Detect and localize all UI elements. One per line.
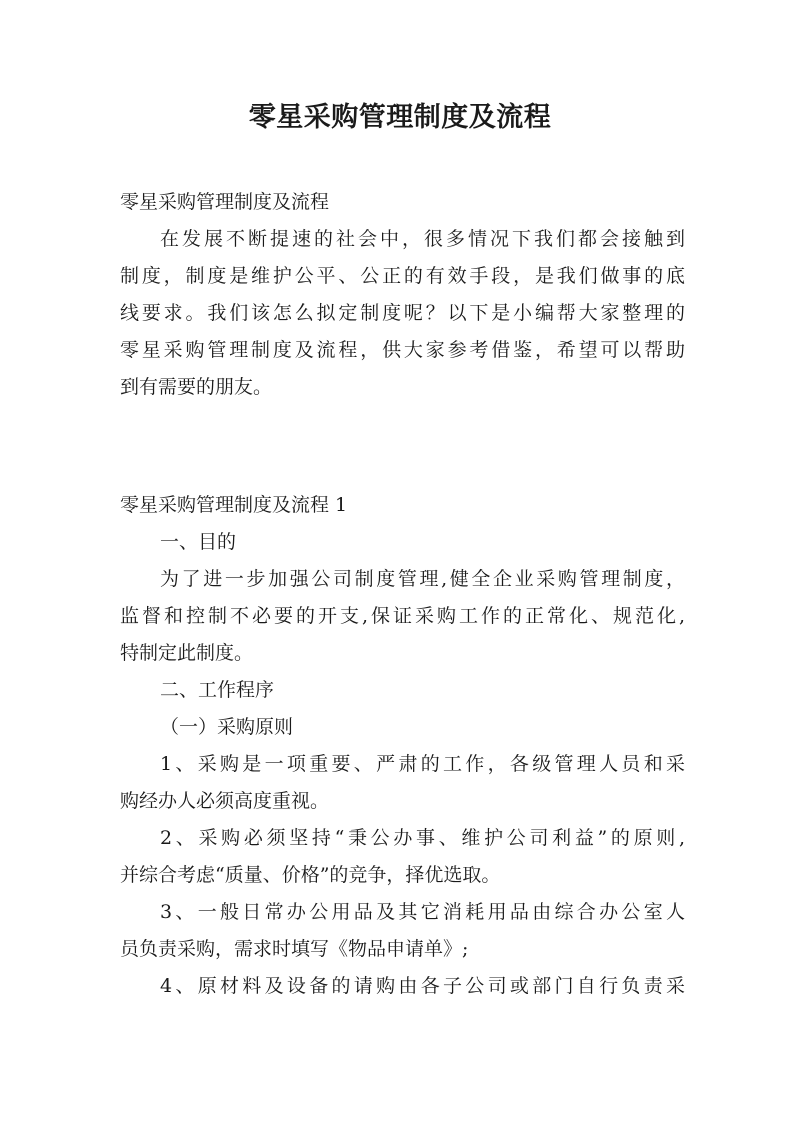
document-title: 零星采购管理制度及流程 bbox=[248, 102, 552, 133]
document-body bbox=[120, 184, 685, 1005]
purpose-line: 为了进一步加强公司制度管理,健全企业采购管理制度， bbox=[160, 568, 685, 590]
subtitle: 零星采购管理制度及流程 bbox=[120, 191, 330, 213]
list-item-line: 员负责采购，需求时填写《物品申请单》; bbox=[120, 938, 469, 960]
list-item-line: 2、采购必须坚持“秉公办事、维护公司利益”的原则, bbox=[160, 827, 685, 849]
intro-line: 零星采购管理制度及流程，供大家参考借鉴，希望可以帮助 bbox=[120, 339, 685, 361]
list-item-line: 3、一般日常办公用品及其它消耗用品由综合办公室人 bbox=[160, 901, 685, 923]
spacer bbox=[120, 480, 685, 487]
intro-line: 线要求。我们该怎么拟定制度呢？以下是小编帮大家整理的 bbox=[120, 302, 685, 324]
intro-line: 在发展不断提速的社会中，很多情况下我们都会接触到 bbox=[160, 228, 685, 250]
intro-line: 到有需要的朋友。 bbox=[120, 376, 273, 398]
purpose-line: 监督和控制不必要的开支,保证采购工作的正常化、规范化, bbox=[120, 605, 685, 627]
spacer bbox=[120, 406, 685, 480]
list-item-line: 购经办人必须高度重视。 bbox=[120, 790, 330, 812]
intro-line: 制度，制度是维护公平、公正的有效手段，是我们做事的底 bbox=[120, 265, 685, 287]
principle-heading: （一）采购原则 bbox=[160, 716, 294, 738]
purpose-line: 特制定此制度。 bbox=[120, 642, 254, 664]
section-heading: 零星采购管理制度及流程 1 bbox=[120, 494, 348, 516]
list-item-line: 4、原材料及设备的请购由各子公司或部门自行负责采 bbox=[160, 975, 685, 997]
list-item-line: 并综合考虑“质量、价格”的竞争，择优选取。 bbox=[120, 864, 501, 886]
purpose-heading: 一、目的 bbox=[160, 531, 237, 553]
list-item-line: 1、采购是一项重要、严肃的工作，各级管理人员和采 bbox=[160, 753, 685, 775]
procedure-heading: 二、工作程序 bbox=[160, 679, 275, 701]
